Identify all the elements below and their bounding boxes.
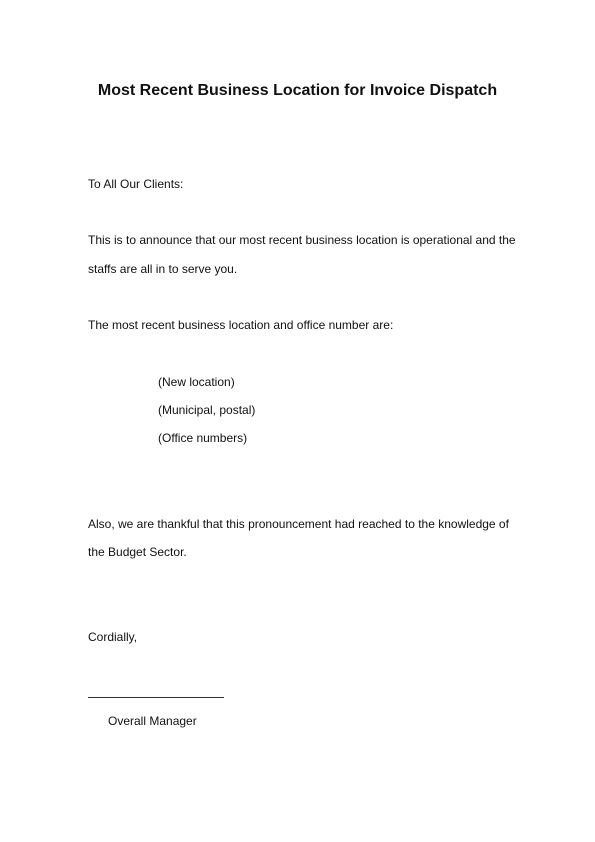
announcement-line-1: This is to announce that our most recent business location is operational and the (88, 233, 516, 247)
closing: Cordially, (88, 630, 138, 644)
salutation: To All Our Clients: (88, 177, 184, 191)
detail-office-numbers: (Office numbers) (158, 431, 248, 445)
signature-line (88, 697, 224, 698)
signer-title: Overall Manager (108, 714, 197, 728)
detail-municipal-postal: (Municipal, postal) (158, 403, 256, 417)
detail-new-location: (New location) (158, 375, 235, 389)
gratitude-line-2: the Budget Sector. (88, 545, 187, 559)
document-title: Most Recent Business Location for Invoice Dispatch (97, 82, 498, 99)
announcement-line-2: staffs are all in to serve you. (88, 262, 238, 276)
gratitude-line-1: Also, we are thankful that this pronouncement had reached to the knowledge of (88, 517, 509, 531)
location-intro: The most recent business location and office number are: (88, 318, 394, 332)
